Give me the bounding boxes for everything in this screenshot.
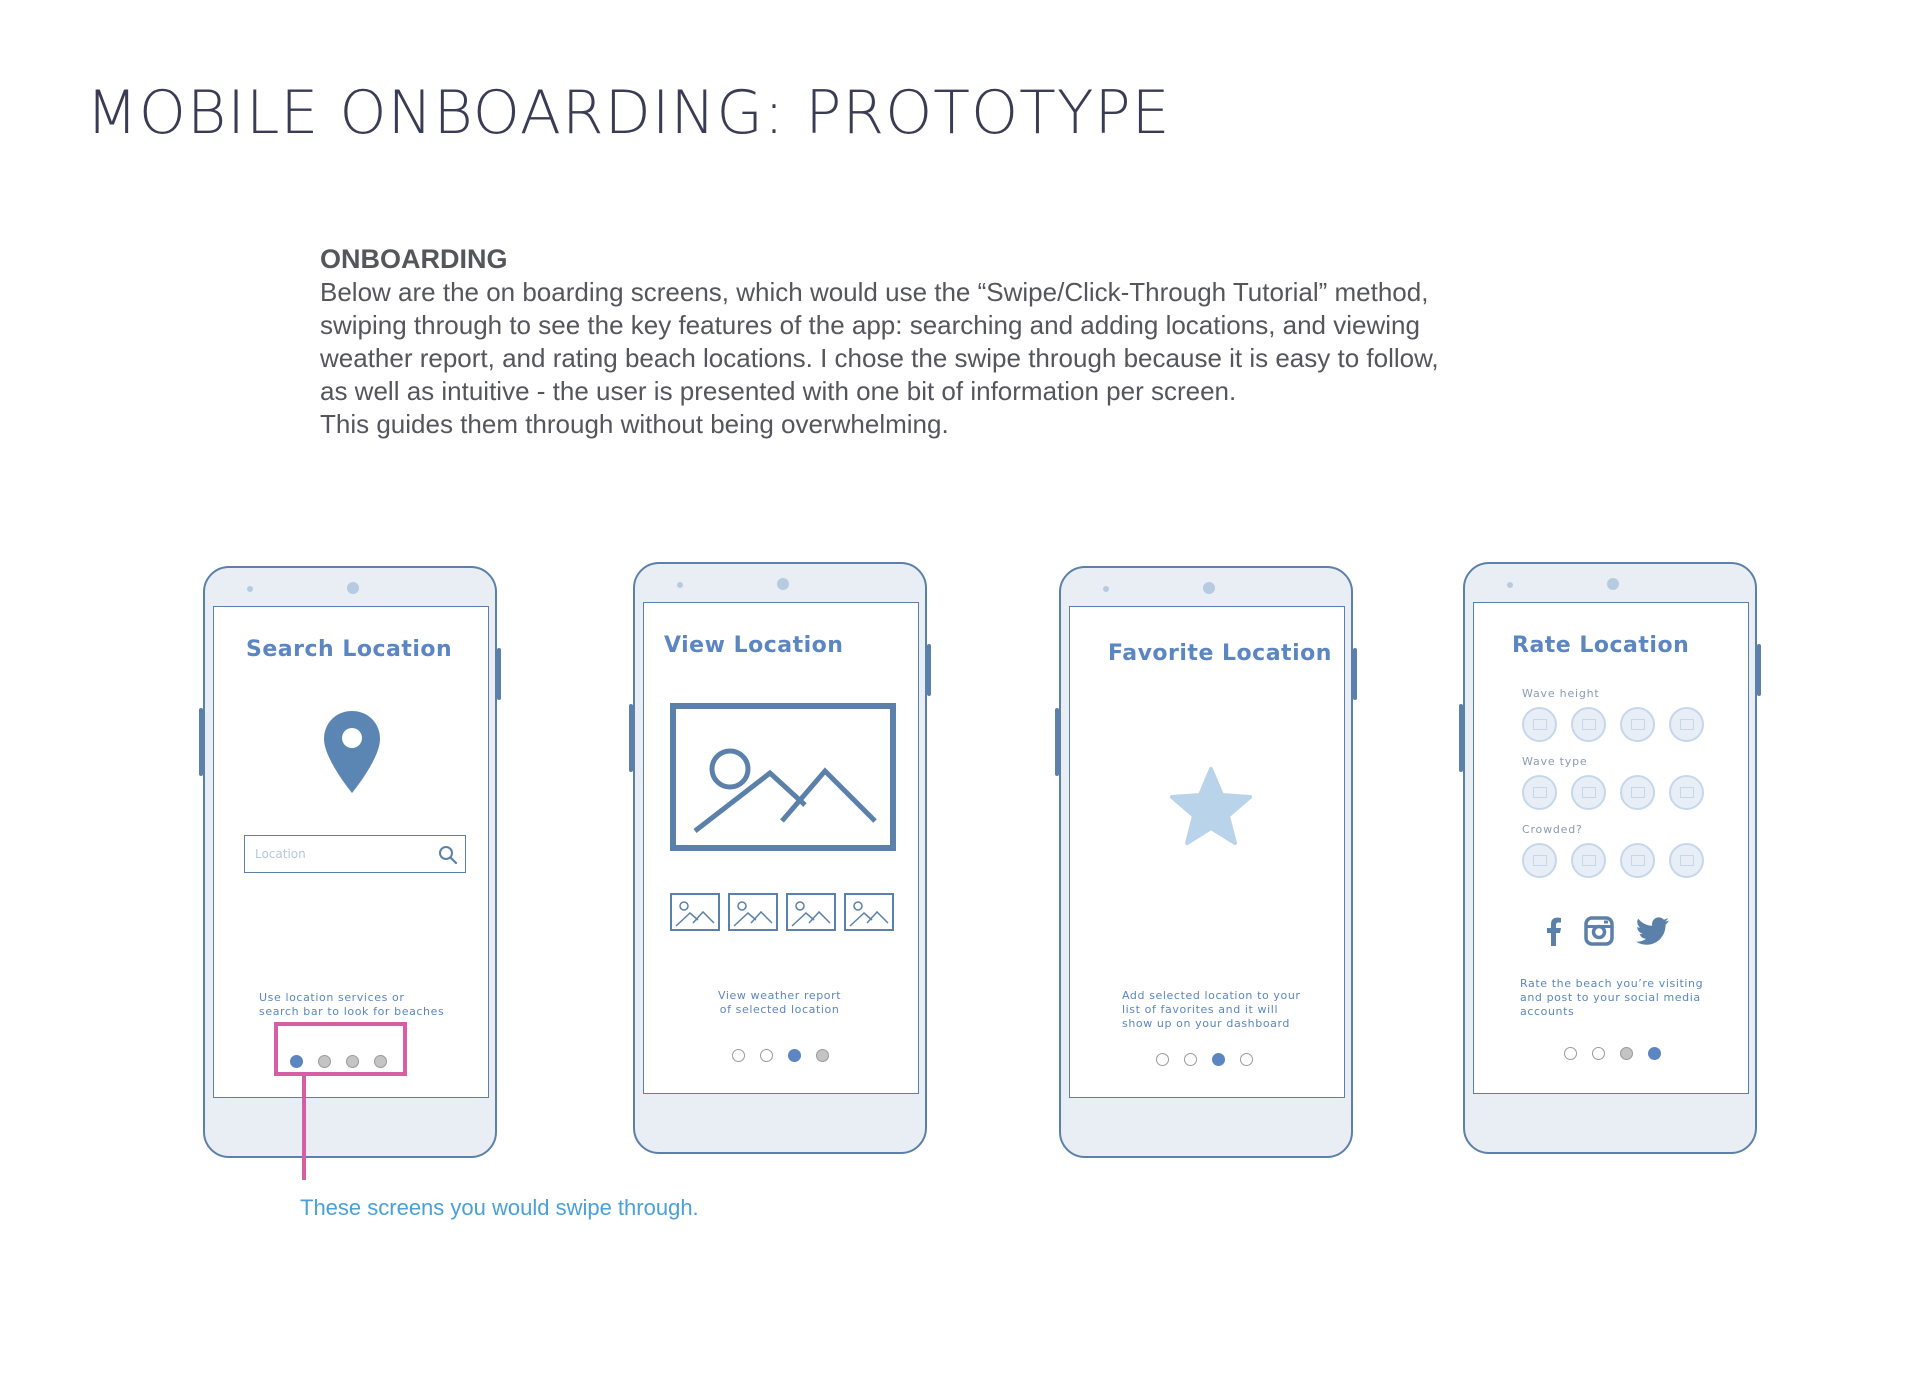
caption-line: search bar to look for beaches	[259, 1005, 445, 1018]
caption-line: accounts	[1520, 1005, 1575, 1018]
screen-title: Favorite Location	[1108, 641, 1332, 666]
search-input[interactable]	[255, 844, 425, 864]
rating-option[interactable]	[1620, 707, 1655, 742]
screen-title: Search Location	[246, 637, 453, 662]
page-title: MOBILE ONBOARDING: PROTOTYPE	[86, 78, 1171, 148]
instagram-icon[interactable]	[1584, 916, 1614, 946]
screen-caption	[1122, 989, 1301, 1031]
page-dot[interactable]	[760, 1049, 773, 1062]
rating-option[interactable]	[1522, 843, 1557, 878]
page-dot[interactable]	[1184, 1053, 1197, 1066]
side-button	[1459, 704, 1463, 772]
side-button	[629, 704, 633, 772]
twitter-icon[interactable]	[1636, 917, 1670, 945]
camera	[347, 582, 359, 594]
thumbnail-image-icon[interactable]	[844, 893, 894, 931]
rating-option[interactable]	[1522, 707, 1557, 742]
image-placeholder-icon	[670, 703, 896, 851]
screen-title: View Location	[664, 633, 844, 658]
star-icon[interactable]	[1168, 765, 1254, 847]
intro-line: weather report, and rating beach locations. I chose the swipe through because it is easy to follow,	[320, 343, 1439, 373]
page-dot[interactable]	[1620, 1047, 1633, 1060]
intro-line: swiping through to see the key features of the app: searching and adding locations, and viewing	[320, 310, 1420, 340]
phone-screen	[1473, 602, 1749, 1094]
rating-option[interactable]	[1669, 775, 1704, 810]
camera	[777, 578, 789, 590]
sensor	[1103, 586, 1109, 592]
phone-mockup-rate	[1463, 562, 1757, 1154]
social-icons	[1544, 916, 1670, 946]
thumbnail-row	[670, 893, 894, 931]
rating-label: Wave height	[1522, 687, 1600, 700]
camera	[1607, 578, 1619, 590]
rating-option[interactable]	[1669, 707, 1704, 742]
thumbnail-image-icon[interactable]	[728, 893, 778, 931]
search-box[interactable]	[244, 835, 466, 873]
rating-option[interactable]	[1571, 707, 1606, 742]
caption-line: list of favorites and it will	[1122, 1003, 1279, 1016]
intro-heading: ONBOARDING	[320, 244, 508, 274]
page-dot[interactable]	[732, 1049, 745, 1062]
page-dot[interactable]	[1592, 1047, 1605, 1060]
screen-title: Rate Location	[1512, 633, 1690, 658]
page-dot[interactable]	[1240, 1053, 1253, 1066]
screen-caption	[259, 991, 444, 1019]
phone-mockup-favorite	[1059, 566, 1353, 1158]
phone-screen	[1069, 606, 1345, 1098]
callout-line	[302, 1074, 306, 1180]
caption-line: show up on your dashboard	[1122, 1017, 1290, 1030]
page-dot[interactable]	[1156, 1053, 1169, 1066]
sensor	[247, 586, 253, 592]
caption-line: and post to your social media	[1520, 991, 1701, 1004]
phone-mockup-view	[633, 562, 927, 1154]
caption-line: Add selected location to your	[1122, 989, 1301, 1002]
rating-options-crowded	[1522, 843, 1704, 878]
intro-line: This guides them through without being overwhelming.	[320, 409, 949, 439]
phone-screen	[643, 602, 919, 1094]
rating-option[interactable]	[1620, 775, 1655, 810]
page-dot[interactable]	[816, 1049, 829, 1062]
map-pin-icon	[322, 709, 382, 795]
rating-option[interactable]	[1669, 843, 1704, 878]
thumbnail-image-icon[interactable]	[786, 893, 836, 931]
side-button	[1757, 644, 1761, 696]
intro-line: as well as intuitive - the user is presented with one bit of information per screen.	[320, 376, 1237, 406]
side-button	[199, 708, 203, 776]
screen-caption	[1520, 977, 1703, 1019]
sensor	[1507, 582, 1513, 588]
page-indicator[interactable]	[1156, 1053, 1253, 1066]
rating-options-wave-type	[1522, 775, 1704, 810]
screen-caption	[718, 989, 841, 1017]
side-button	[1055, 708, 1059, 776]
caption-line: of selected location	[719, 1003, 840, 1016]
page-dot[interactable]	[788, 1049, 801, 1062]
caption-line: Rate the beach you’re visiting	[1520, 977, 1704, 990]
side-button	[927, 644, 931, 696]
caption-line: View weather report	[718, 989, 842, 1002]
page-indicator[interactable]	[1564, 1047, 1661, 1060]
rating-label: Wave type	[1522, 755, 1588, 768]
side-button	[1353, 648, 1357, 700]
page-dot[interactable]	[1564, 1047, 1577, 1060]
intro-line: Below are the on boarding screens, which would use the “Swipe/Click-Through Tutorial” method,	[320, 277, 1429, 307]
annotation-text: These screens you would swipe through.	[300, 1195, 699, 1220]
rating-option[interactable]	[1571, 843, 1606, 878]
rating-option[interactable]	[1620, 843, 1655, 878]
page-indicator[interactable]	[732, 1049, 829, 1062]
rating-option[interactable]	[1571, 775, 1606, 810]
side-button	[497, 648, 501, 700]
rating-options-wave-height	[1522, 707, 1704, 742]
search-icon[interactable]	[437, 844, 459, 866]
intro-section	[320, 242, 1620, 441]
thumbnail-image-icon[interactable]	[670, 893, 720, 931]
highlight-box	[274, 1022, 407, 1076]
caption-line: Use location services or	[259, 991, 405, 1004]
rating-label: Crowded?	[1522, 823, 1583, 836]
sensor	[677, 582, 683, 588]
camera	[1203, 582, 1215, 594]
facebook-icon[interactable]	[1544, 916, 1562, 946]
rating-option[interactable]	[1522, 775, 1557, 810]
page-dot[interactable]	[1212, 1053, 1225, 1066]
page-dot[interactable]	[1648, 1047, 1661, 1060]
